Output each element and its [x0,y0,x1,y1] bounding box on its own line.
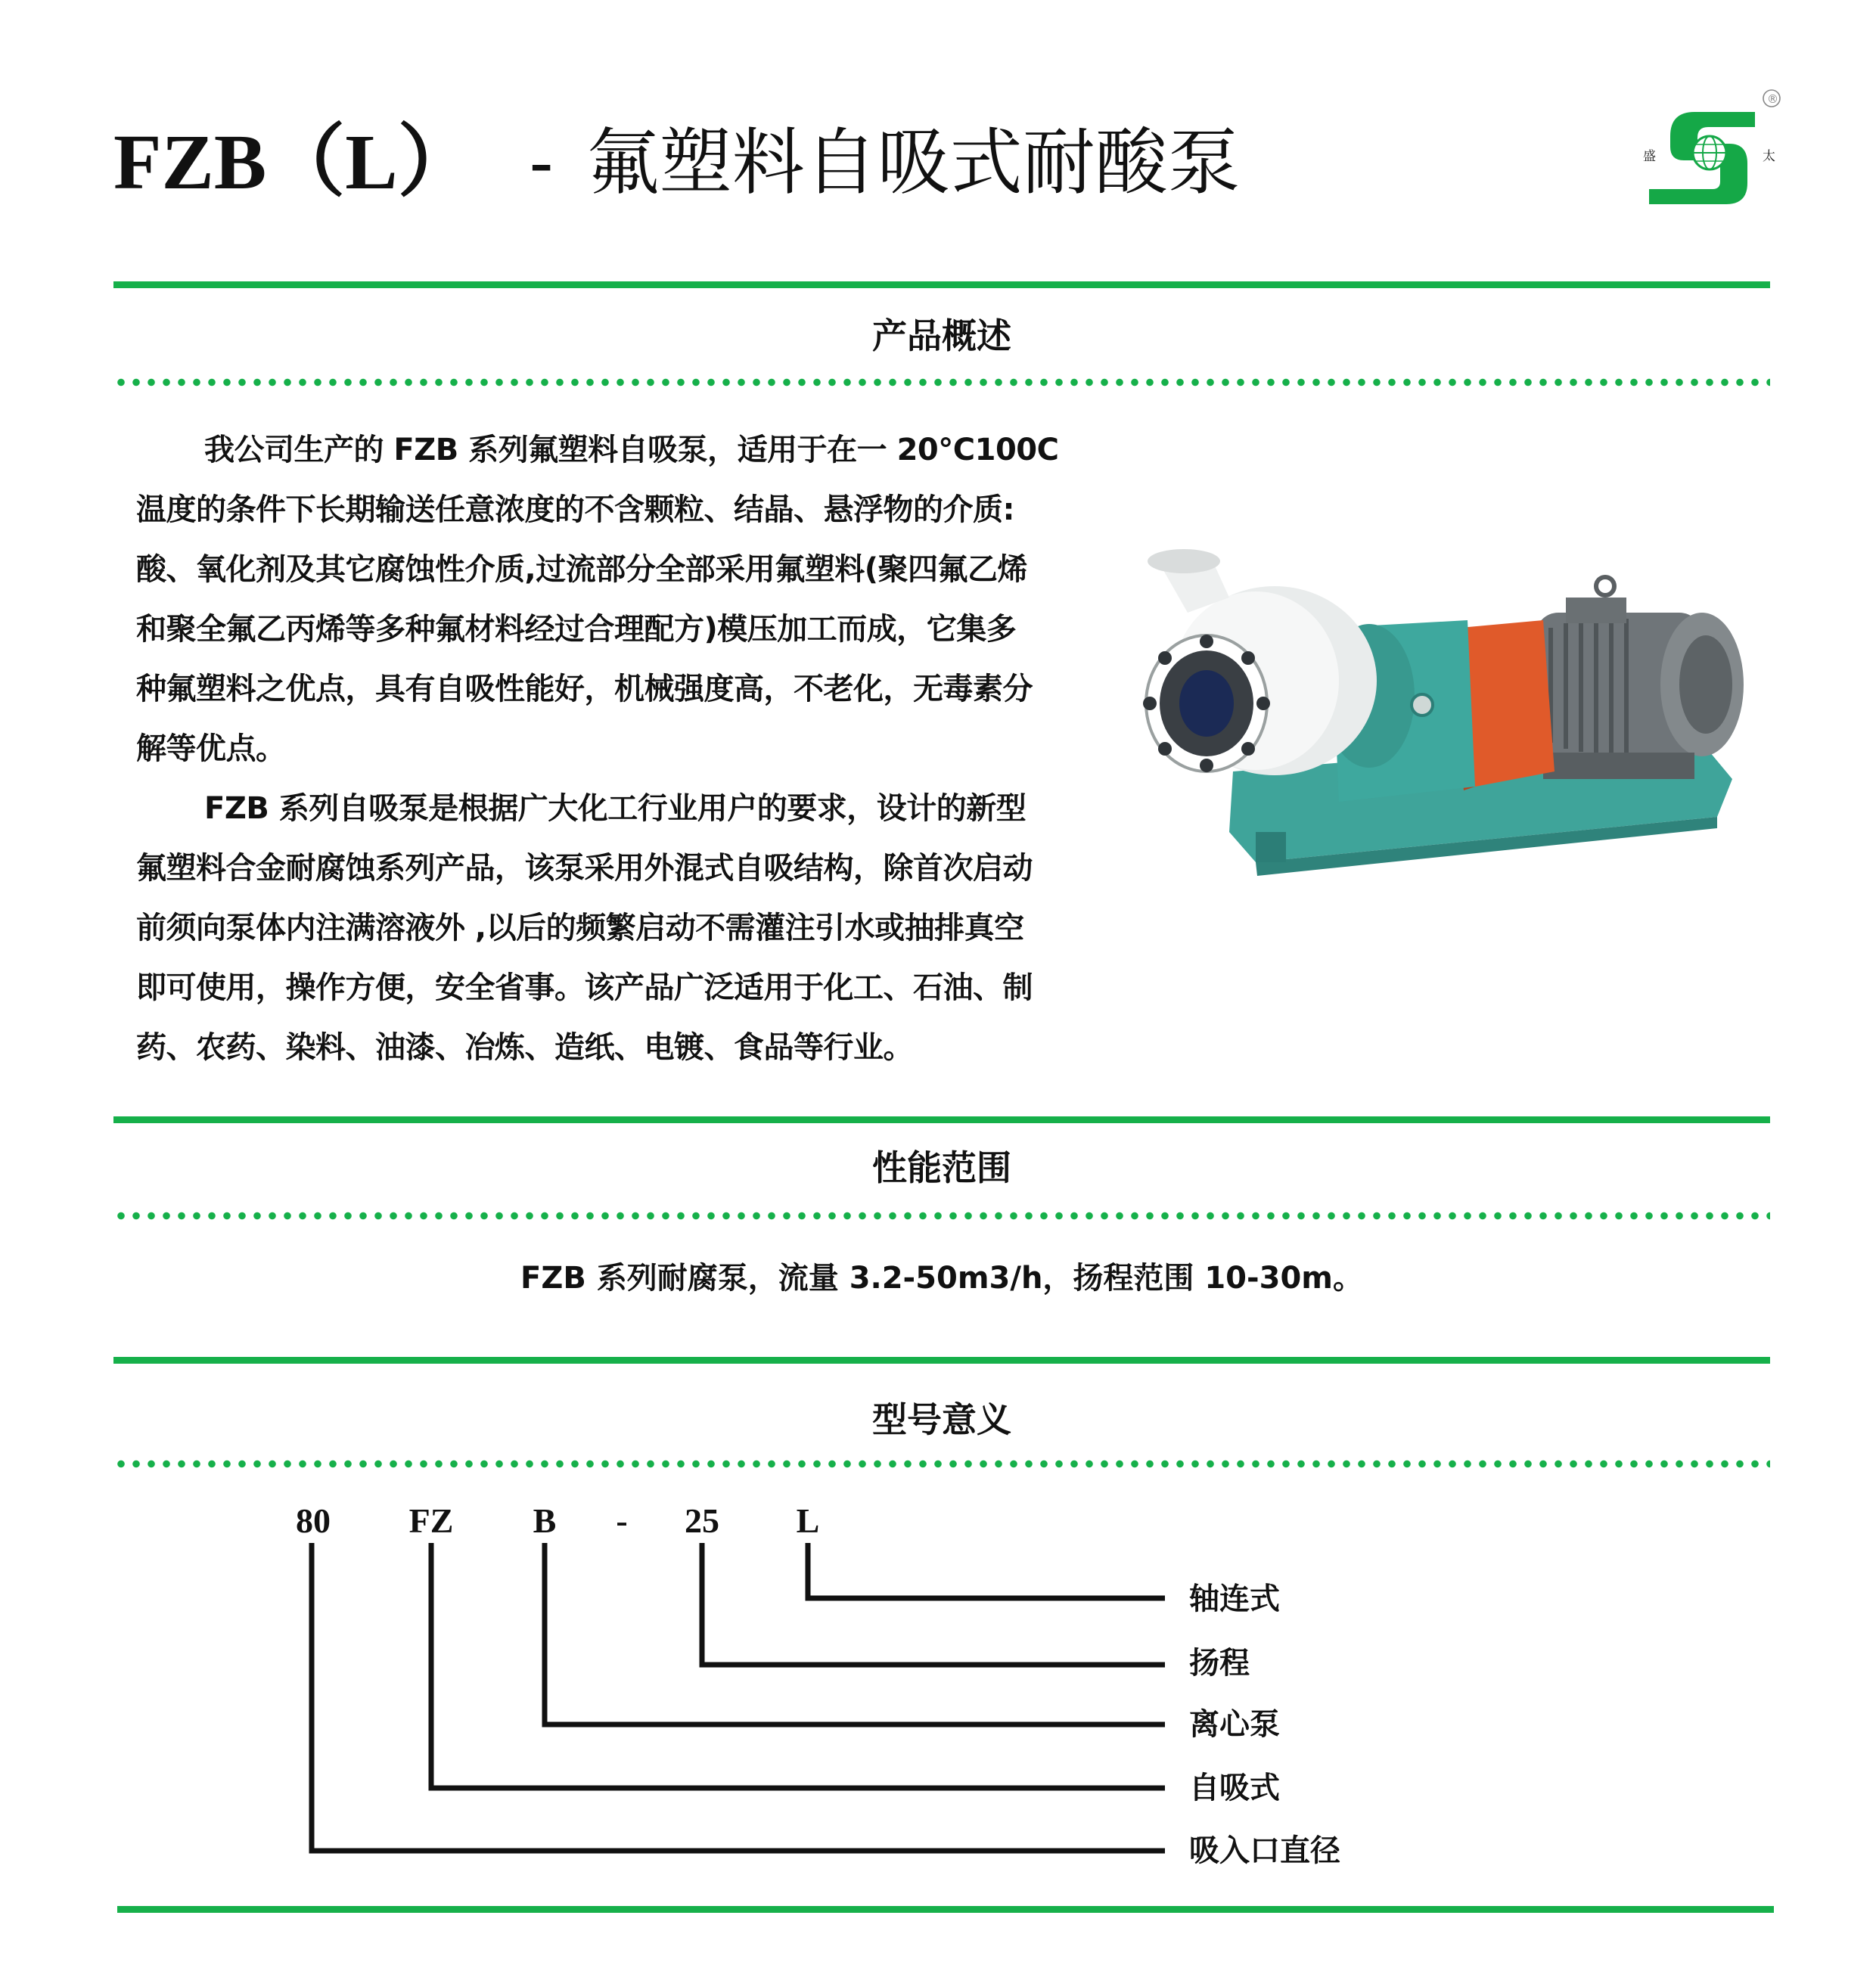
model-label-coupled: 轴连式 [1189,1582,1280,1616]
model-code-centrifugal: B [533,1501,557,1540]
overview-line: 前须向泵体内注满溶液外 ,以后的频繁启动不需灌注引水或抽排真空 [136,911,1024,945]
performance-text: FZB 系列耐腐泵，流量 3.2-50m3/h，扬程范围 10-30m。 [520,1261,1363,1296]
connector-coupled [808,1543,1165,1598]
model-label-self-priming: 自吸式 [1189,1771,1280,1805]
overview-line: 和聚全氟乙丙烯等多种氟材料经过合理配方)模压加工而成，它集多 [136,612,1017,647]
overview-line: 即可使用，操作方便，安全省事。该产品广泛适用于化工、石油、制 [136,970,1033,1005]
registered-mark: ® [1767,92,1778,106]
performance-heading: 性能范围 [872,1147,1011,1188]
overview-line: 温度的条件下长期输送任意浓度的不含颗粒、结晶、悬浮物的介质: [136,492,1014,527]
model-meaning-heading: 型号意义 [872,1399,1011,1440]
logo-char-left: 盛 [1643,149,1656,164]
model-code-dash: - [616,1501,628,1540]
overview-line: 我公司生产的 FZB 系列氟塑料自吸泵，适用于在一 20°C100C [204,433,1059,467]
model-label-head: 扬程 [1189,1646,1250,1681]
section-rule-bottom [117,1906,1774,1913]
model-code-diameter: 80 [296,1501,331,1540]
model-code-coupled: L [796,1501,820,1540]
connector-diameter [312,1543,1165,1851]
overview-heading: 产品概述 [872,315,1011,356]
page-title-separator: - [529,122,554,203]
overview-line: 解等优点。 [136,731,286,766]
overview-line: FZB 系列自吸泵是根据广大化工行业用户的要求，设计的新型 [204,791,1027,826]
connector-head [702,1543,1165,1665]
page-title-model: FZB（L） [113,119,477,206]
page-title-name: 氟塑料自吸式耐酸泵 [586,120,1241,205]
model-code-head: 25 [685,1501,719,1540]
model-label-diameter: 吸入口直径 [1189,1833,1340,1868]
overview-line: 药、农药、染料、油漆、冶炼、造纸、电镀、食品等行业。 [136,1030,913,1065]
overview-line: 酸、氧化剂及其它腐蚀性介质,过流部分全部采用氟塑料(聚四氟乙烯 [136,552,1027,587]
overview-line: 氟塑料合金耐腐蚀系列产品，该泵采用外混式自吸结构，除首次启动 [136,851,1033,886]
model-label-centrifugal: 离心泵 [1189,1707,1280,1742]
overview-line: 种氟塑料之优点，具有自吸性能好，机械强度高，不老化，无毒素分 [136,672,1033,706]
model-code-self-priming: FZ [408,1501,454,1540]
connector-centrifugal [545,1543,1165,1724]
logo-char-right: 太 [1763,149,1775,164]
